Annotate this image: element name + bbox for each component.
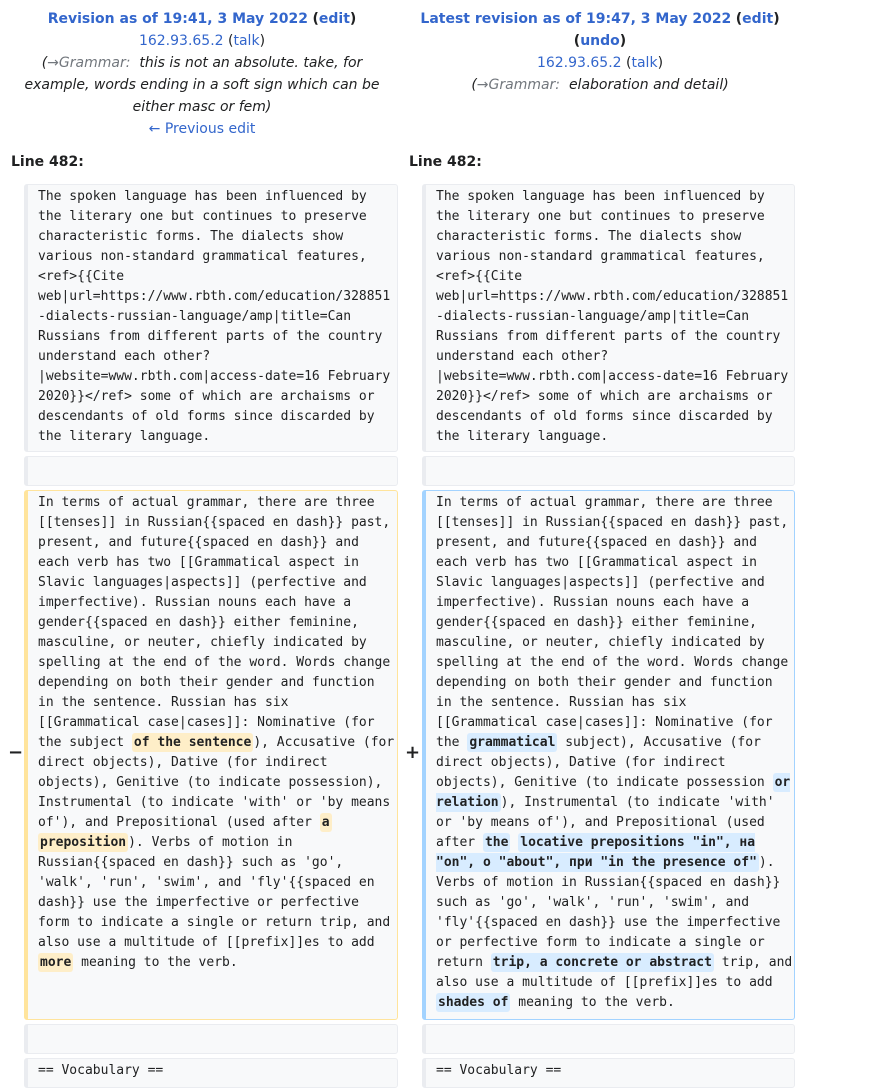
undo-link[interactable]: undo [580,33,620,49]
left-line-number: Line 482: [11,154,84,170]
right-edit-summary: (→Grammar: elaboration and detail) [471,77,729,93]
deleted-text: of the sentence [133,735,252,750]
previous-edit-link[interactable]: ← Previous edit [148,121,256,137]
right-section-link[interactable]: →Grammar: [476,77,561,93]
right-vocabulary-line: == Vocabulary == [422,1058,795,1088]
right-line-number: Line 482: [409,154,482,170]
left-section-link[interactable]: →Grammar: [47,55,131,71]
left-edit-summary: (→Grammar: this is not an absolute. take, for example, words ending in a soft sign which can be either masc or fem) [24,55,380,115]
left-empty-context-line-2 [24,1024,398,1054]
deleted-paragraph: In terms of actual grammar, there are three [[tenses]] in Russian{{spaced en dash}} past, present, and future{{spaced en dash}} and each verb has two [[Grammatical aspect in Slavic languages|aspects]] (perfective and imperfective). Russian nouns each have a gender{{spaced en dash}} either feminine, masculine, or neuter, chiefly indicated by spelling at the end of the word. Words change depending on both their gender and function in the sentence. Russian has six [[Grammatical case|cases]]: Nominative (for the subject of the sentence ), Accusative (for direct objects), Dative (for indirect objects), Genitive (to indicate possession), Instrumental (to indicate 'with' or 'by means of'), and Prepositional (used after a preposition ). Verbs of motion in Russian{{spaced en dash}} such as 'go', 'walk', 'run', 'swim', and 'fly'{{spaced en dash}} use the imperfective or perfective form to indicate a single or return trip, and also use a multitude of [[prefix]]es to add more meaning to the verb. [24,490,398,1020]
right-context-line: The spoken language has been influenced by the literary one but continues to preserve characteristic forms. The dialects show various non-standard grammatical features, <ref>{{Cite web|url=https://www.rbth.com/education/328851 -dialects-russian-language/amp|title=Can Russians from different parts of the country understand each other? |website=www.rbth.com|access-date=16 February 2020}}</ref> some of which are archaisms or descendants of old forms since discarded by the literary language. [422,184,795,452]
right-talk-link[interactable]: talk [631,55,658,71]
right-revision-title-link[interactable]: Latest revision as of 19:47, 3 May 2022 [420,11,732,27]
added-text: shades of [438,995,509,1010]
left-vocabulary-line: == Vocabulary == [24,1058,398,1088]
right-empty-context-line-2 [422,1024,795,1054]
left-revision-title-link[interactable]: Revision as of 19:41, 3 May 2022 [47,11,309,27]
left-user-link[interactable]: 162.93.65.2 [138,33,224,49]
added-text: trip, a concrete or abstract [492,955,712,970]
deleted-text: preposition [40,835,127,850]
left-edit-link[interactable]: edit [318,11,350,27]
left-empty-context-line [24,456,398,486]
added-text: locative prepositions "in", на "on", о "about", при "in the presence of" [436,835,757,870]
added-line-marker: + [405,742,421,763]
right-user-link[interactable]: 162.93.65.2 [536,55,622,71]
deleted-text: a [321,815,330,830]
left-revision-header: Revision as of 19:41, 3 May 2022 (edit) 162.93.65.2 (talk) (→Grammar: this is not an absolute. take, for example, words ending in a soft sign which can be either masc or fem) ← Previous edit [10,8,394,140]
added-text: or relation [436,775,791,810]
added-text: grammatical [469,735,556,750]
added-text: the [484,835,509,850]
added-paragraph: In terms of actual grammar, there are three [[tenses]] in Russian{{spaced en dash}} past, present, and future{{spaced en dash}} and each verb has two [[Grammatical aspect in Slavic languages|aspects]] (perfective and imperfective). Russian nouns each have a gender{{spaced en dash}} either feminine, masculine, or neuter, chiefly indicated by spelling at the end of the word. Words change depending on both their gender and function in the sentence. Russian has six [[Grammatical case|cases]]: Nominative (for the grammatical subject), Accusative (for direct objects), Dative (for indirect objects), Genitive (to indicate possession or relation ), Instrumental (to indicate 'with' or 'by means of'), and Prepositional (used after the locative prepositions "in", на "on", о "about", при "in the presence of" ). Verbs of motion in Russian{{spaced en dash}} such as 'go', 'walk', 'run', 'swim', and 'fly'{{spaced en dash}} use the imperfective or perfective form to indicate a single or return trip, a concrete or abstract trip, and also use a multitude of [[prefix]]es to add shades of meaning to the verb. [422,490,795,1020]
deleted-line-marker: − [8,742,24,763]
deleted-text: more [40,955,72,970]
left-context-line: The spoken language has been influenced by the literary one but continues to preserve characteristic forms. The dialects show various non-standard grammatical features, <ref>{{Cite web|url=https://www.rbth.com/education/328851 -dialects-russian-language/amp|title=Can Russians from different parts of the country understand each other? |website=www.rbth.com|access-date=16 February 2020}}</ref> some of which are archaisms or descendants of old forms since discarded by the literary language. [24,184,398,452]
right-revision-header: Latest revision as of 19:47, 3 May 2022 (edit) (undo) 162.93.65.2 (talk) (→Grammar: elaboration and detail) [408,8,792,96]
right-edit-link[interactable]: edit [742,11,774,27]
right-empty-context-line [422,456,795,486]
left-talk-link[interactable]: talk [233,33,260,49]
